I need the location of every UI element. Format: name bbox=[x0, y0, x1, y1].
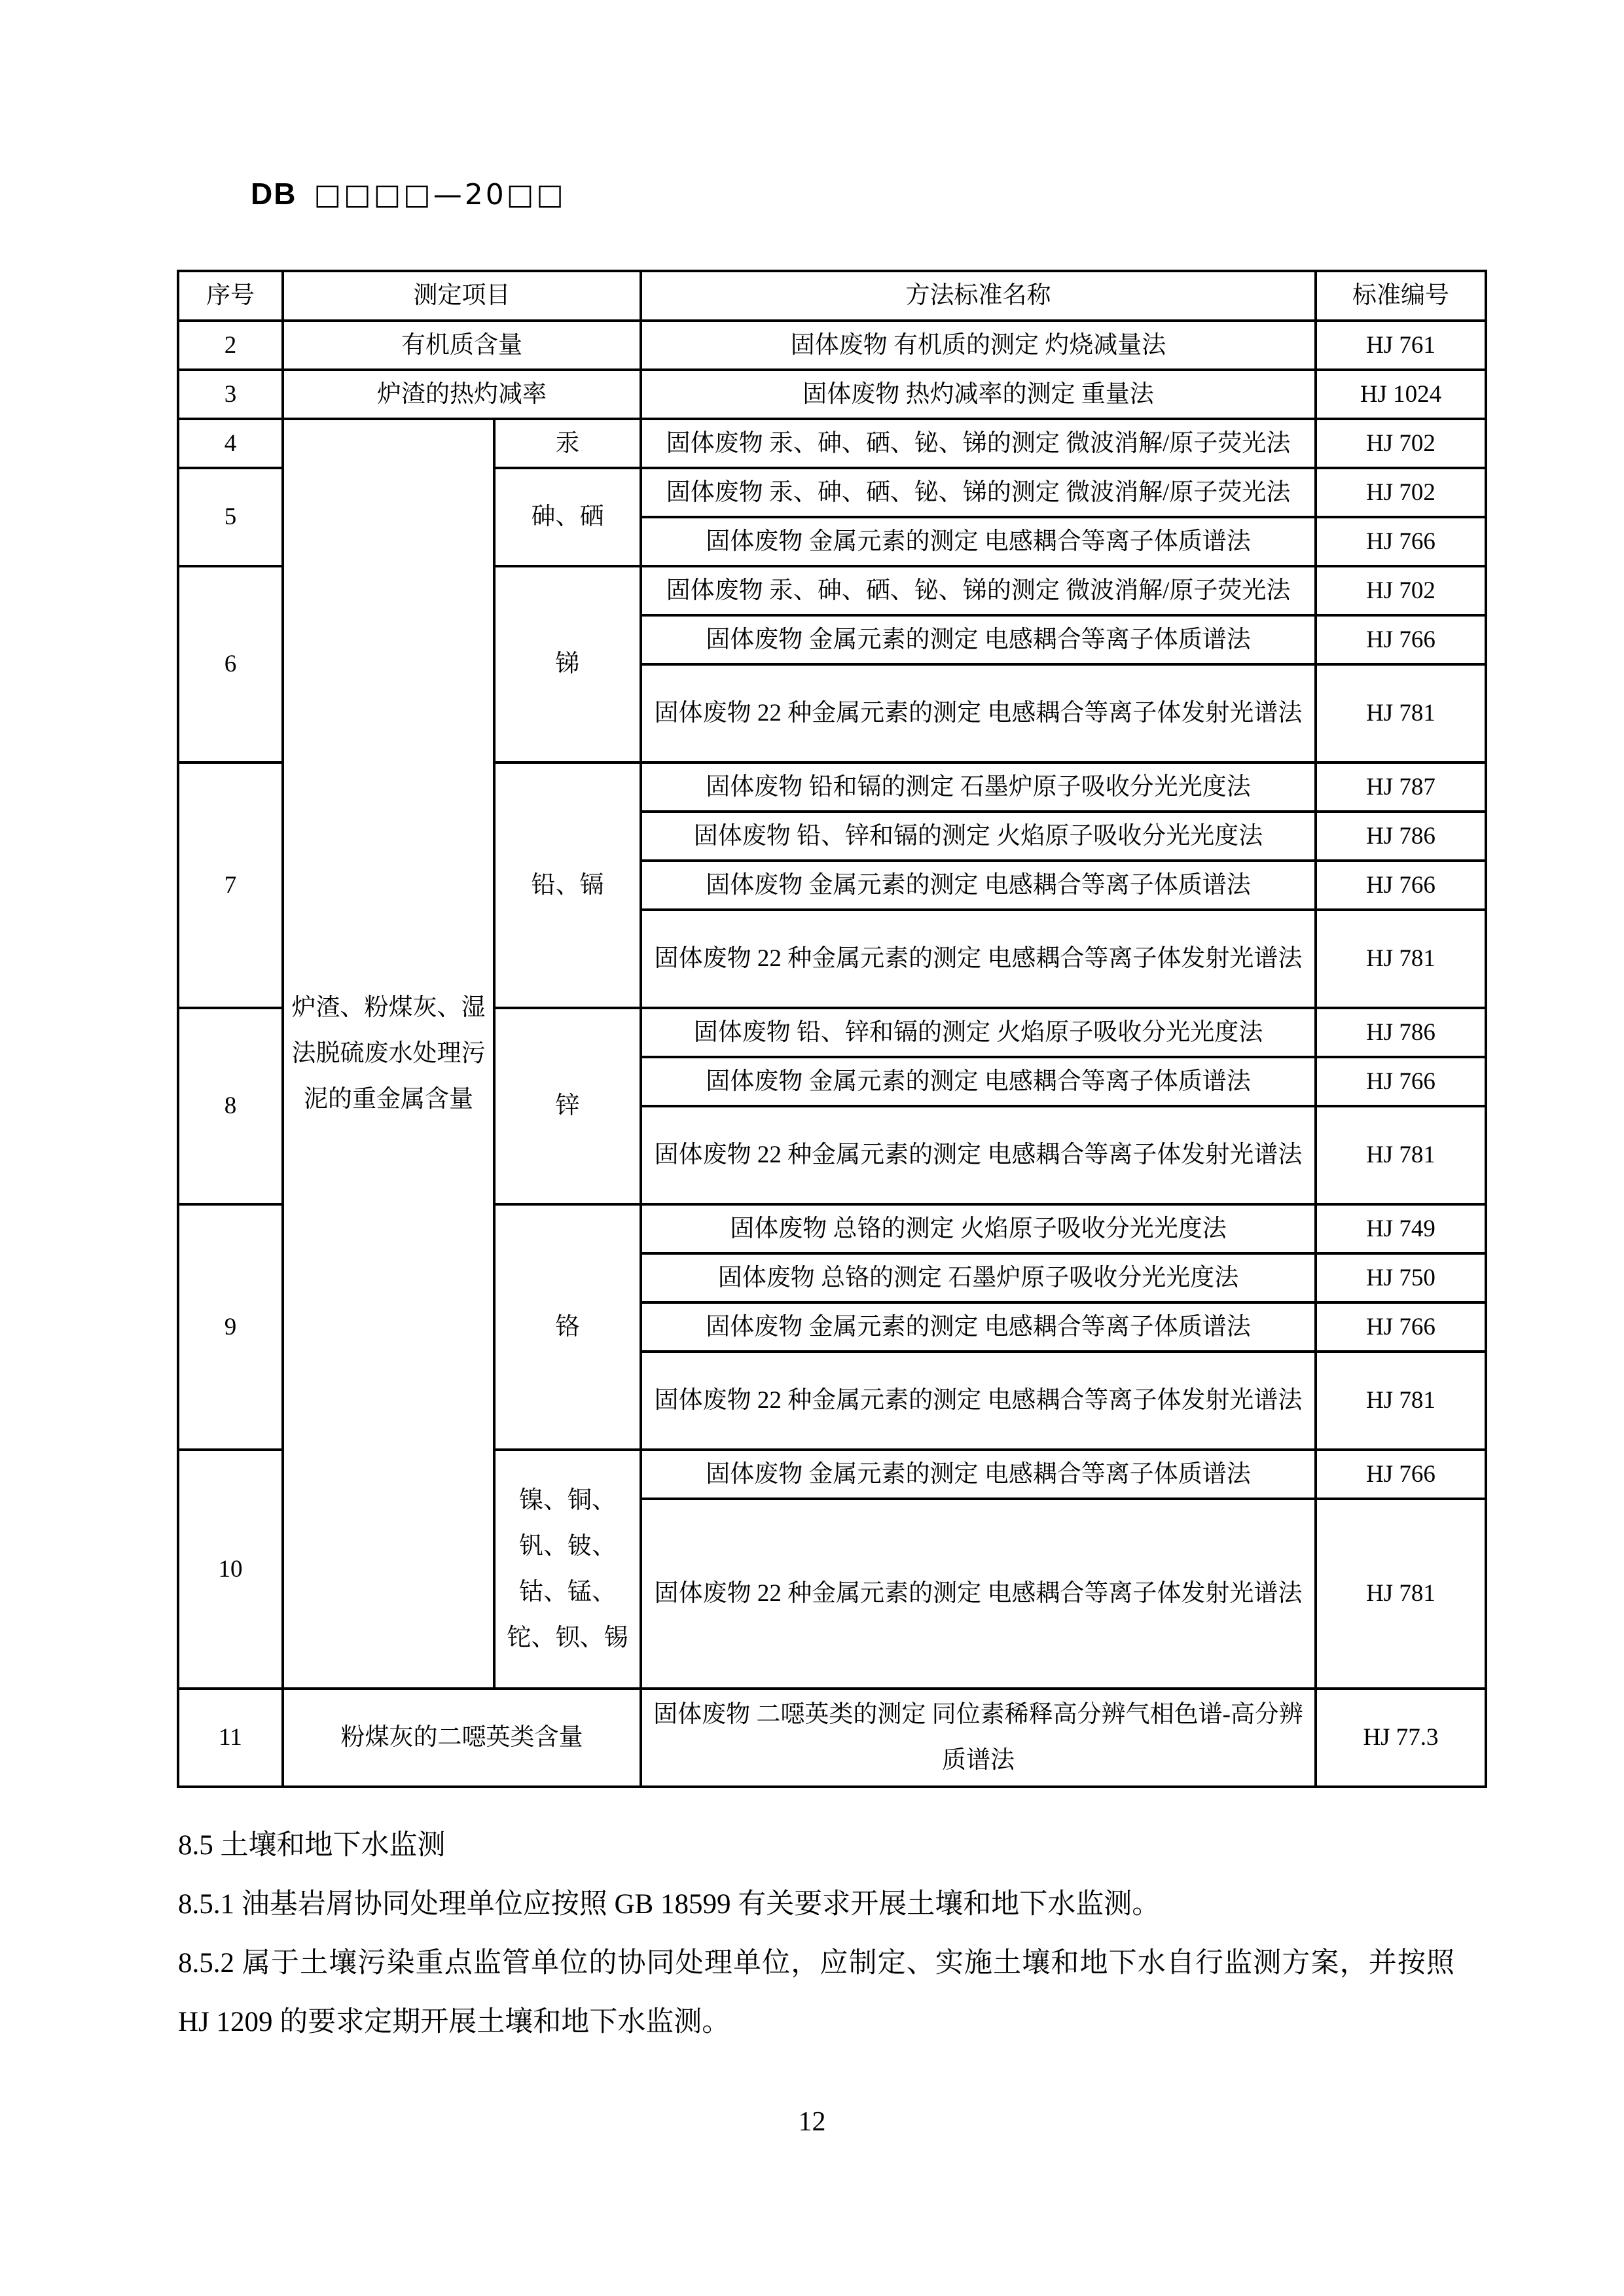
code-cell: HJ 766 bbox=[1316, 517, 1486, 566]
table-row bbox=[178, 321, 1486, 370]
subitem-cell: 锌 bbox=[494, 1008, 641, 1204]
method-cell: 固体废物 22 种金属元素的测定 电感耦合等离子体发射光谱法 bbox=[641, 664, 1316, 762]
item-cell: 粉煤灰的二噁英类含量 bbox=[283, 1689, 641, 1787]
method-cell: 固体废物 金属元素的测定 电感耦合等离子体质谱法 bbox=[641, 1450, 1316, 1499]
page-number: 12 bbox=[798, 2107, 826, 2137]
code-cell: HJ 766 bbox=[1316, 1302, 1486, 1352]
table-header-row bbox=[178, 271, 1486, 321]
method-cell: 固体废物 22 种金属元素的测定 电感耦合等离子体发射光谱法 bbox=[641, 1352, 1316, 1450]
method-cell: 固体废物 热灼减率的测定 重量法 bbox=[641, 370, 1316, 419]
code-cell: HJ 749 bbox=[1316, 1204, 1486, 1253]
method-cell: 固体废物 22 种金属元素的测定 电感耦合等离子体发射光谱法 bbox=[641, 1499, 1316, 1689]
col-header-method: 方法标准名称 bbox=[641, 271, 1316, 321]
code-cell: HJ 702 bbox=[1316, 419, 1486, 468]
code-cell: HJ 766 bbox=[1316, 1057, 1486, 1106]
code-cell: HJ 781 bbox=[1316, 910, 1486, 1008]
subitem-cell: 铅、镉 bbox=[494, 762, 641, 1008]
clause-8-5-2: 8.5.2 属于土壤污染重点监管单位的协同处理单位，应制定、实施土壤和地下水自行监测方案，并按照 HJ 1209 的要求定期开展土壤和地下水监测。 bbox=[178, 1948, 1454, 2037]
seq-cell: 11 bbox=[178, 1689, 283, 1787]
code-cell: HJ 766 bbox=[1316, 615, 1486, 664]
table-row bbox=[178, 419, 1486, 468]
document-code bbox=[251, 175, 566, 213]
method-cell: 固体废物 汞、砷、硒、铋、锑的测定 微波消解/原子荧光法 bbox=[641, 566, 1316, 615]
method-cell: 固体废物 金属元素的测定 电感耦合等离子体质谱法 bbox=[641, 517, 1316, 566]
method-cell: 固体废物 22 种金属元素的测定 电感耦合等离子体发射光谱法 bbox=[641, 910, 1316, 1008]
item-cell: 有机质含量 bbox=[283, 321, 641, 370]
measurement-methods-table bbox=[177, 270, 1487, 1788]
seq-cell: 7 bbox=[178, 762, 283, 1008]
code-cell: HJ 781 bbox=[1316, 1106, 1486, 1204]
code-cell: HJ 781 bbox=[1316, 1352, 1486, 1450]
code-cell: HJ 761 bbox=[1316, 321, 1486, 370]
code-cell: HJ 786 bbox=[1316, 1008, 1486, 1057]
code-cell: HJ 781 bbox=[1316, 1499, 1486, 1689]
seq-cell: 4 bbox=[178, 419, 283, 468]
col-header-item: 测定项目 bbox=[283, 271, 641, 321]
method-cell: 固体废物 汞、砷、硒、铋、锑的测定 微波消解/原子荧光法 bbox=[641, 419, 1316, 468]
subitem-cell: 铬 bbox=[494, 1204, 641, 1450]
document-code-placeholder: □□□□—20□□ bbox=[314, 178, 566, 211]
col-header-code: 标准编号 bbox=[1316, 271, 1486, 321]
method-cell: 固体废物 总铬的测定 火焰原子吸收分光光度法 bbox=[641, 1204, 1316, 1253]
method-cell: 固体废物 铅、锌和镉的测定 火焰原子吸收分光光度法 bbox=[641, 812, 1316, 861]
code-cell: HJ 766 bbox=[1316, 861, 1486, 910]
seq-cell: 2 bbox=[178, 321, 283, 370]
subitem-cell: 锑 bbox=[494, 566, 641, 762]
code-cell: HJ 750 bbox=[1316, 1253, 1486, 1302]
subitem-cell: 砷、硒 bbox=[494, 468, 641, 566]
code-cell: HJ 702 bbox=[1316, 468, 1486, 517]
code-cell: HJ 1024 bbox=[1316, 370, 1486, 419]
method-cell: 固体废物 汞、砷、硒、铋、锑的测定 微波消解/原子荧光法 bbox=[641, 468, 1316, 517]
item-cell: 炉渣的热灼减率 bbox=[283, 370, 641, 419]
method-cell: 固体废物 总铬的测定 石墨炉原子吸收分光光度法 bbox=[641, 1253, 1316, 1302]
merged-item-cell: 炉渣、粉煤灰、湿法脱硫废水处理污泥的重金属含量 bbox=[283, 419, 494, 1689]
table-row bbox=[178, 370, 1486, 419]
code-cell: HJ 702 bbox=[1316, 566, 1486, 615]
table-row bbox=[178, 1689, 1486, 1787]
method-cell: 固体废物 金属元素的测定 电感耦合等离子体质谱法 bbox=[641, 1057, 1316, 1106]
method-cell: 固体废物 二噁英类的测定 同位素稀释高分辨气相色谱-高分辨质谱法 bbox=[641, 1689, 1316, 1787]
method-cell: 固体废物 铅和镉的测定 石墨炉原子吸收分光光度法 bbox=[641, 762, 1316, 812]
method-cell: 固体废物 有机质的测定 灼烧减量法 bbox=[641, 321, 1316, 370]
code-cell: HJ 786 bbox=[1316, 812, 1486, 861]
seq-cell: 10 bbox=[178, 1450, 283, 1689]
seq-cell: 5 bbox=[178, 468, 283, 566]
seq-cell: 3 bbox=[178, 370, 283, 419]
code-cell: HJ 781 bbox=[1316, 664, 1486, 762]
seq-cell: 8 bbox=[178, 1008, 283, 1204]
seq-cell: 6 bbox=[178, 566, 283, 762]
code-cell: HJ 77.3 bbox=[1316, 1689, 1486, 1787]
subitem-cell: 镍、铜、钒、铍、钴、锰、铊、钡、锡 bbox=[494, 1450, 641, 1689]
subitem-cell: 汞 bbox=[494, 419, 641, 468]
code-cell: HJ 787 bbox=[1316, 762, 1486, 812]
section-heading-8-5: 8.5 土壤和地下水监测 bbox=[178, 1830, 446, 1861]
seq-cell: 9 bbox=[178, 1204, 283, 1450]
col-header-no: 序号 bbox=[178, 271, 283, 321]
method-cell: 固体废物 金属元素的测定 电感耦合等离子体质谱法 bbox=[641, 861, 1316, 910]
method-cell: 固体废物 铅、锌和镉的测定 火焰原子吸收分光光度法 bbox=[641, 1008, 1316, 1057]
method-cell: 固体废物 金属元素的测定 电感耦合等离子体质谱法 bbox=[641, 615, 1316, 664]
method-cell: 固体废物 金属元素的测定 电感耦合等离子体质谱法 bbox=[641, 1302, 1316, 1352]
document-code-prefix: DB bbox=[251, 177, 297, 211]
method-cell: 固体废物 22 种金属元素的测定 电感耦合等离子体发射光谱法 bbox=[641, 1106, 1316, 1204]
code-cell: HJ 766 bbox=[1316, 1450, 1486, 1499]
clause-8-5-1: 8.5.1 油基岩屑协同处理单位应按照 GB 18599 有关要求开展土壤和地下水监测。 bbox=[178, 1889, 1161, 1920]
